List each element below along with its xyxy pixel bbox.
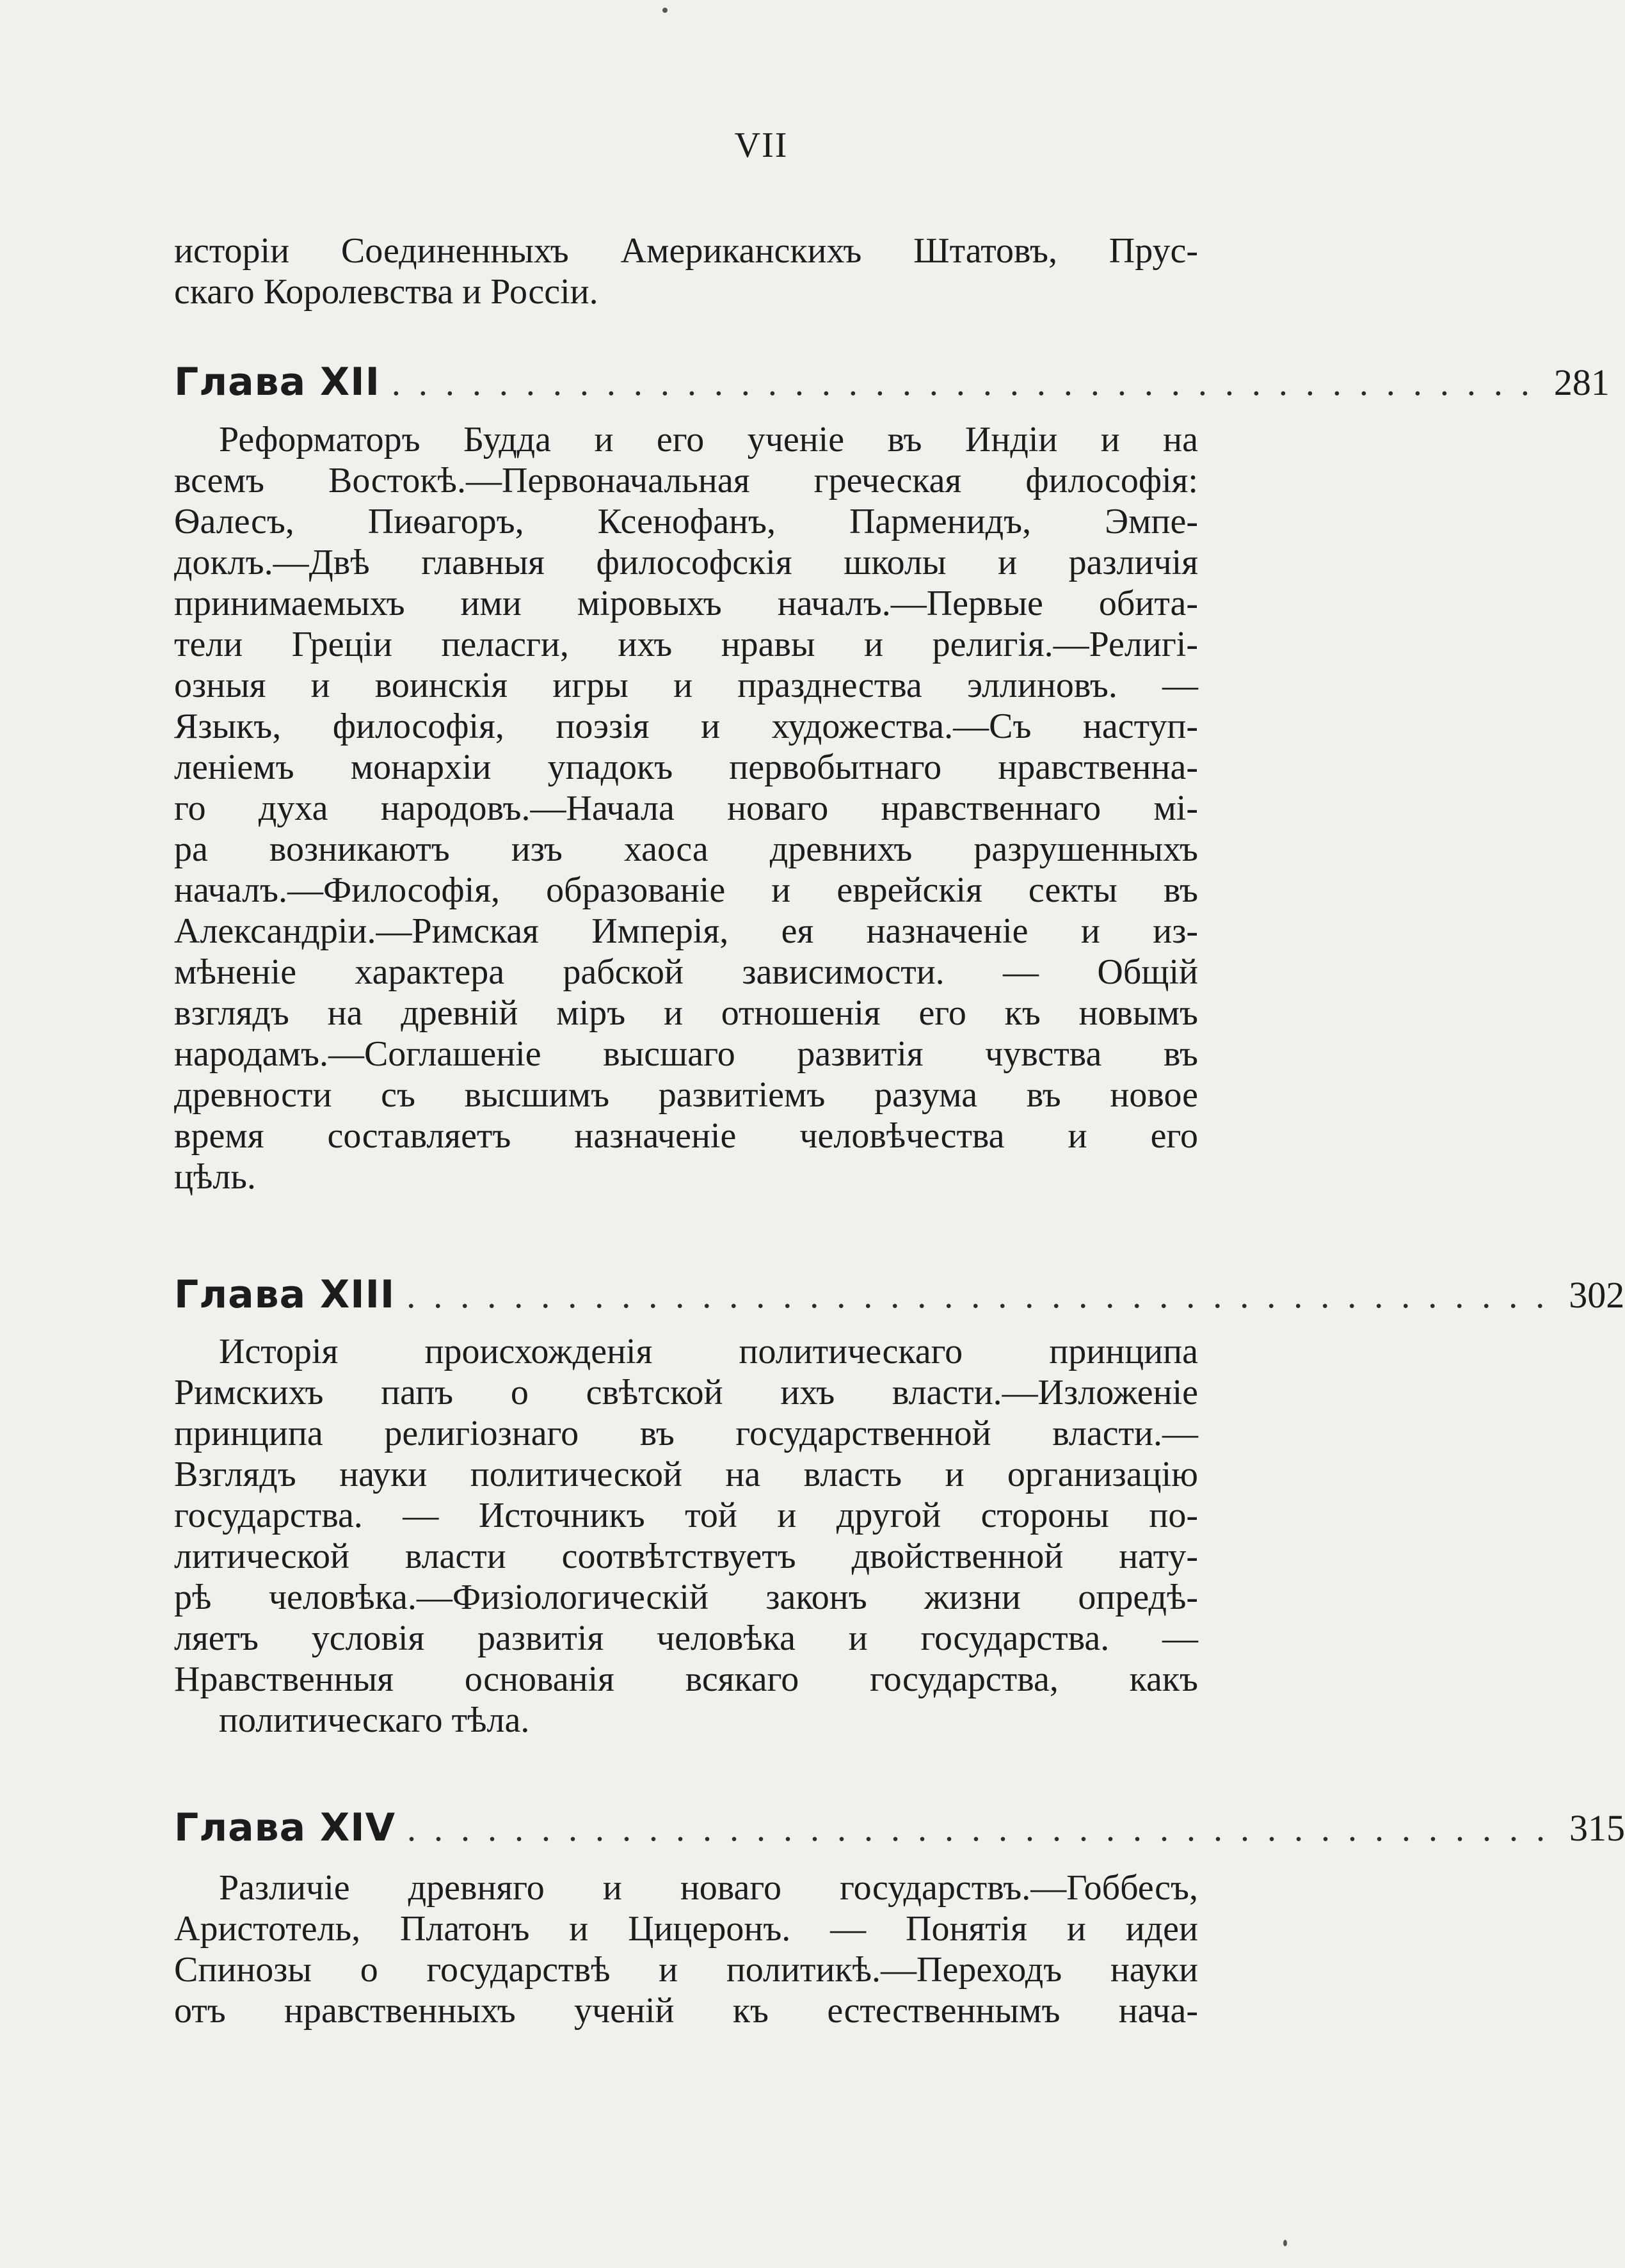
chapter-title: Глава XIII [174,1272,396,1317]
chapter-title: Глава XIV [174,1805,396,1850]
text-line: Ѳалесъ, Пиѳагоръ, Ксенофанъ, Парменидъ, Эмпе- [174,502,1198,541]
text-line: Различіе древняго и новаго государствъ.—Гоббесъ, [219,1868,1198,1908]
chapter-summary-xii [174,419,1198,1197]
chapter-summary-xiii [174,1331,1198,1741]
text-line: взглядъ на древній міръ и отношенія его къ новымъ [174,993,1198,1033]
text-line: Языкъ, философія, поэзія и художества.—Съ наступ- [174,707,1198,746]
text-line: принимаемыхъ ими міровыхъ началъ.—Первые обита- [174,584,1198,623]
text-line: леніемъ монархіи упадокъ первобытнаго нравственна- [174,747,1198,787]
text-line: рѣ человѣка.—Физіологическій законъ жизни опредѣ- [174,1577,1198,1617]
text-line: государства. — Источникъ той и другой стороны по- [174,1496,1198,1535]
text-line: го духа народовъ.—Начала новаго нравственнаго мі- [174,788,1198,828]
text-line: древности съ высшимъ развитіемъ разума въ новое [174,1075,1198,1115]
text-line: тели Греціи пеласги, ихъ нравы и религія.—Религі- [174,625,1198,664]
page-number: VII [734,125,788,165]
chapter-page: 302 [1569,1274,1625,1316]
text-line: Реформаторъ Будда и его ученіе въ Индіи и на [219,420,1198,459]
text-line: отъ нравственныхъ ученій къ естественнымъ нача- [174,1991,1198,2031]
leader-dots: ........................................... [391,363,1548,403]
chapter-heading-xii [174,356,1610,408]
chapter-page: 281 [1553,362,1610,403]
chapter-title: Глава XII [174,360,380,404]
text-line: озныя и воинскія игры и празднества эллиновъ. — [174,666,1198,705]
text-line: Александріи.—Римская Имперія, ея назначеніе и из- [174,911,1198,951]
leader-dots: ........................................... [407,1809,1564,1849]
text-line: исторіи Соединенныхъ Американскихъ Штатовъ, Прус- [174,231,1198,271]
text-line: народамъ.—Соглашеніе высшаго развитія чувства въ [174,1034,1198,1074]
text-line: литической власти соотвѣтствуетъ двойственной нату- [174,1537,1198,1576]
text-line: Взглядъ науки политической на власть и организацію [174,1455,1198,1494]
text-line: мѣненіе характера рабской зависимости. — Общій [174,952,1198,992]
text-line: всемъ Востокѣ.—Первоначальная греческая философія: [174,461,1198,500]
text-line: скаго Королевства и Россіи. [174,272,598,312]
text-line: Нравственныя основанія всякаго государства, какъ [174,1659,1198,1699]
ink-speck [1283,2240,1287,2246]
leader-dots: ........................................... [406,1276,1563,1316]
intro-paragraph [174,230,1198,312]
text-line: политическаго тѣла. [219,1700,530,1740]
ink-speck [662,8,668,13]
text-line: принципа религіознаго въ государственной власти.— [174,1414,1198,1453]
text-line: Исторія происхожденія политическаго принципа [219,1332,1198,1371]
text-line: Аристотель, Платонъ и Цицеронъ. — Понятія и идеи [174,1909,1198,1949]
text-line: ляетъ условія развитія человѣка и государства. — [174,1618,1198,1658]
text-line: доклъ.—Двѣ главныя философскія школы и различія [174,543,1198,582]
chapter-heading-xiii [174,1269,1625,1320]
text-line: ра возникаютъ изъ хаоса древнихъ разрушенныхъ [174,829,1198,869]
text-line: время составляетъ назначеніе человѣчества и его [174,1116,1198,1156]
chapter-heading-xiv [174,1802,1625,1853]
text-line: Римскихъ папъ о свѣтской ихъ власти.—Изложеніе [174,1373,1198,1412]
chapter-summary-xiv [174,1867,1198,2031]
chapter-page: 315 [1569,1807,1625,1849]
text-line: началъ.—Философія, образованіе и еврейскія секты въ [174,870,1198,910]
text-line: Спинозы о государствѣ и политикѣ.—Переходъ науки [174,1950,1198,1990]
text-line: цѣль. [174,1157,256,1197]
